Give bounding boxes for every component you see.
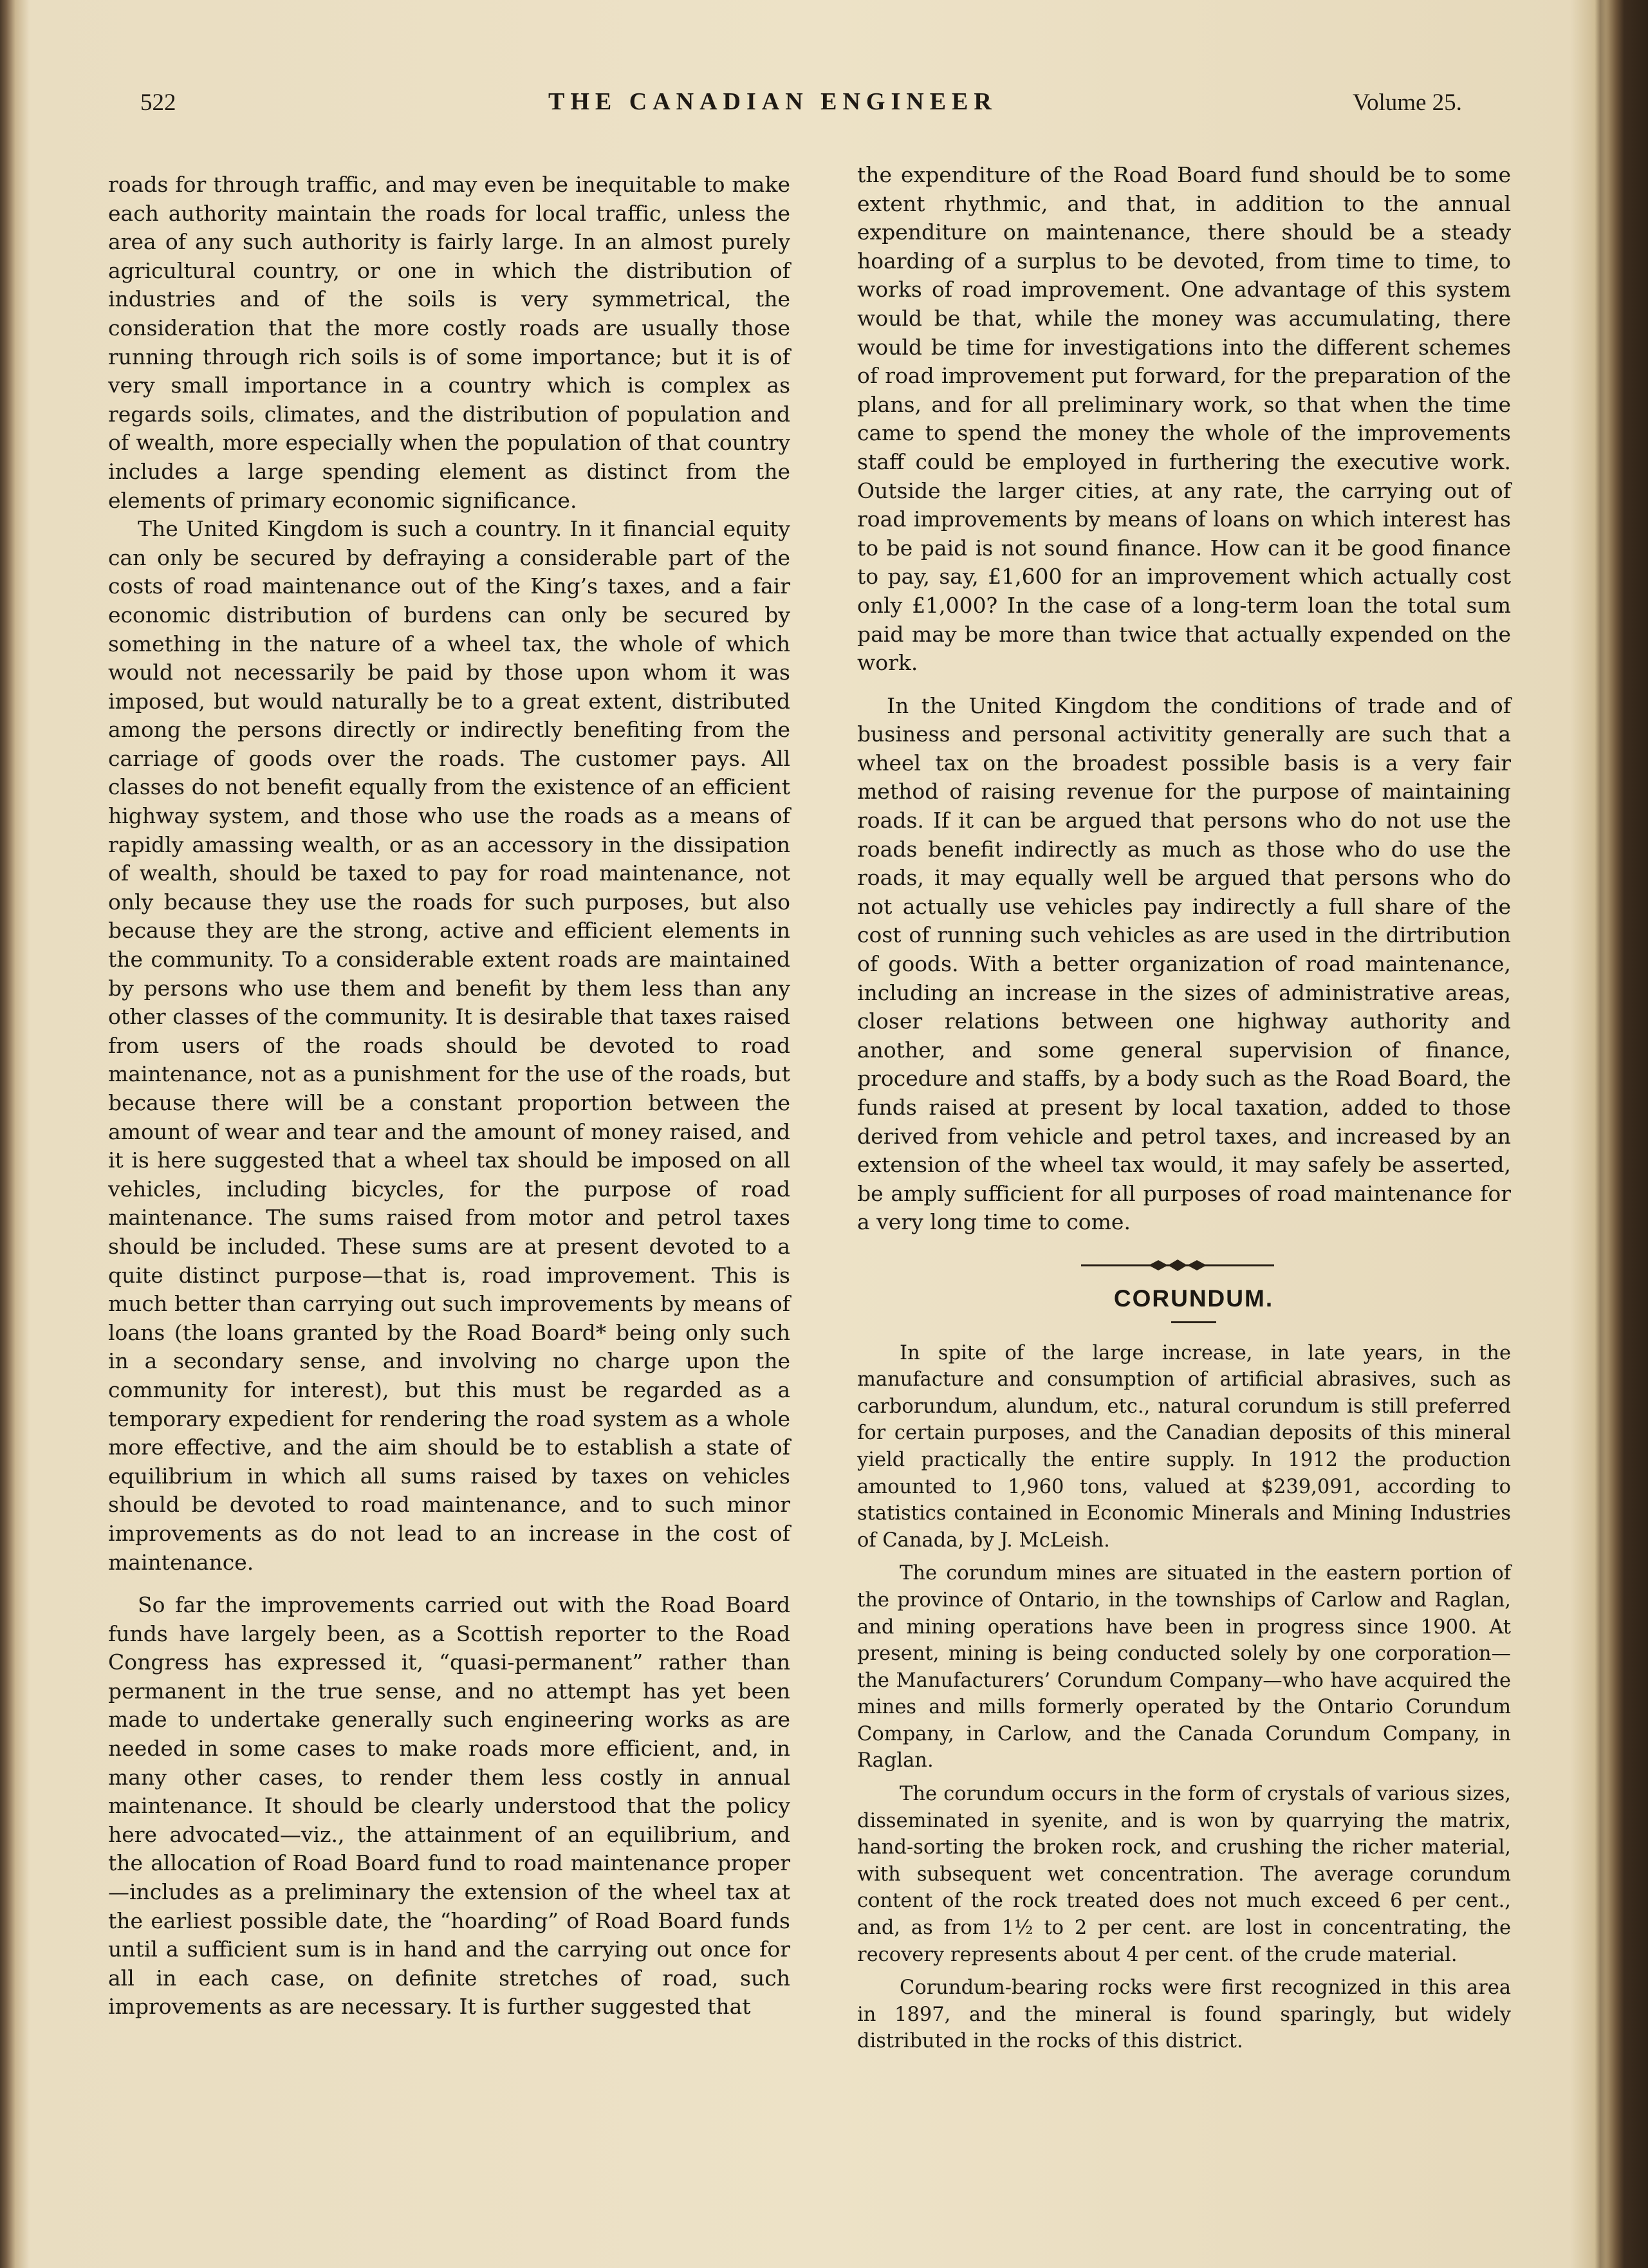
paragraph: So far the improvements carried out with the Road Board funds have largely been, as a Scottish reporter to the Road Congress has expressed it, “quasi-permanent” rather than permanent in the true sense, and no attempt has yet been made to undertake generally such engineering works as are needed in some cases to make roads more efficient, and, in many other cases, to render them less costly in annual maintenance. It should be clearly understood that the policy here advocated—viz., the attainment of an equilibrium, and the allocation of Road Board fund to road maintenance proper—includes as a preliminary the extension of the wheel tax at the earliest possible date, the “hoarding” of Road Board funds until a sufficient sum is in hand and the carrying out once for all in each case, on definite stretches of road, such improvements as are necessary. It is further suggested that <box>108 1592 790 2020</box>
right-column <box>857 161 1511 2055</box>
paragraph: In spite of the large increase, in late years, in the manufacture and consumption of artificial abrasives, such as carborundum, alundum, etc., natural corundum is still preferred for certain purposes, and the Canadian deposits of this mineral yield practically the entire supply. In 1912 the production amounted to 1,960 tons, valued at $239,091, according to statistics contained in Economic Minerals and Mining Industries of Canada, by J. McLeish. <box>857 1341 1511 1552</box>
paragraph: the expenditure of the Road Board fund should be to some extent rhythmic, and that, in addition to the annual expenditure on maintenance, there should be a steady hoarding of a surplus to be devoted, from time to time, to works of road improvement. One advantage of this system would be that, while the money was accumulating, there would be time for investigations into the different schemes of road improvement put forward, for the preparation of the plans, and for all preliminary work, so that when the time came to spend the money the whole of the improvements staff could be employed in furthering the executive work. Outside the larger cities, at any rate, the carrying out of road improvements by means of loans on which interest has to be paid is not sound finance. How can it be good finance to pay, say, £1,600 for an improvement which actually cost only £1,000? In the case of a long-term loan the total sum paid may be more than twice that actually expended on the work. <box>857 162 1511 676</box>
paragraph: In the United Kingdom the conditions of trade and of business and personal activitity generally are such that a wheel tax on the broadest possible basis is a very fair method of raising revenue for the purpose of maintaining roads. If it can be argued that persons who do not use the roads benefit indirectly as much as those who do use the roads, it may equally well be argued that persons who do not actually use vehicles pay indirectly a full share of the cost of running such vehicles as are used in the dirtribution of goods. With a better organization of road maintenance, including an increase in the sizes of administrative areas, closer relations between one highway authority and another, and some general supervision of finance, procedure and staffs, by a body such as the Road Board, the funds raised at present by local taxation, added to those derived from vehicle and petrol taxes, and increased by an extension of the wheel tax would, it may safely be asserted, be amply sufficient for all purposes of road maintenance for a very long time to come. <box>857 692 1511 1235</box>
paragraph-gap <box>857 1554 1511 1560</box>
paragraph-gap <box>857 678 1511 692</box>
paragraph-gap <box>108 1577 790 1591</box>
paragraph: The corundum mines are situated in the eastern portion of the province of Ontario, in the townships of Carlow and Raglan, and mining operations have been in progress since 1900. At present, mining is being conducted solely by one corporation—the Manufacturers’ Corundum Company—who have acquired the mines and mills formerly operated by the Ontario Corundum Company, in Carlow, and the Canada Corundum Company, in Raglan. <box>857 1562 1511 1772</box>
ornament-divider-icon <box>1081 1256 1274 1274</box>
running-header <box>0 89 1648 127</box>
page-edge-shadow <box>1595 0 1606 2268</box>
journal-title: THE CANADIAN ENGINEER <box>548 88 997 115</box>
title-rule <box>1171 1321 1216 1323</box>
section-ornament <box>857 1256 1511 1276</box>
paragraph-gap <box>857 1968 1511 1975</box>
paragraph: roads for through traffic, and may even be inequitable to make each authority maintain the roads for local traffic, unless the area of any such authority is fairly large. In an almost purely agricultural country, or one in which the distribution of industries and of the soils is very symmetrical, the consideration that the more costly roads are usually those running through rich soils is of some importance; but it is of very small importance in a country which is complex as regards soils, climates, and the distribution of population and of wealth, more especially when the population of that country includes a large spending element as distinct from the elements of primary economic significance. <box>108 172 790 513</box>
page-number: 522 <box>140 89 176 116</box>
paragraph: The corundum occurs in the form of crystals of various sizes, disseminated in syenite, and is won by quarrying the matrix, hand-sorting the broken rock, and crushing the richer material, with subsequent wet concentration. The average corundum content of the rock treated does not much exceed 6 per cent., and, as from 1½ to 2 per cent. are lost in concentrating, the recovery represents about 4 per cent. of the crude material. <box>857 1783 1511 1966</box>
paragraph: The United Kingdom is such a country. In it financial equity can only be secured by defraying a considerable part of the costs of road maintenance out of the King’s taxes, and a fair economic distribution of burdens can only be secured by something in the nature of a wheel tax, the whole of which would not necessarily be paid by those upon whom it was imposed, but would naturally be to a great extent, distributed among the persons directly or indirectly benefiting from the carriage of goods over the roads. The customer pays. All classes do not benefit equally from the existence of an efficient highway system, and those who use the roads as a means of rapidly amassing wealth, or as an accessory in the dissipation of wealth, should be taxed to pay for road maintenance, not only because they use the roads for such purposes, but also because they are the strong, active and efficient elements in the community. To a considerable extent roads are maintained by persons who use them and benefit by them less than any other classes of the community. It is desirable that taxes raised from users of the roads should be devoted to road maintenance, not as a punishment for the use of the roads, but because there will be a constant proportion between the amount of wear and tear and the amount of money raised, and it is here suggested that a wheel tax should be imposed on all vehicles, including bicycles, for the purpose of road maintenance. The sums raised from motor and petrol taxes should be included. These sums are at present devoted to a quite distinct purpose—that is, road improvement. This is much better than carrying out such improvements by means of loans (the loans granted by the Road Board* being only such in a secondary sense, and involving no charge upon the community for interest), but this must be regarded as a temporary expedient for rendering the road system as a whole more effective, and the aim should be to establish a state of equilibrium in which all sums raised by taxes on vehicles should be devoted to road maintenance, and to such minor improvements as do not lead to an increase in the cost of maintenance. <box>108 516 790 1575</box>
left-column <box>108 171 790 2022</box>
paragraph: Corundum-bearing rocks were first recognized in this area in 1897, and the mineral is found sparingly, but widely distributed in the rocks of this district. <box>857 1976 1511 2053</box>
volume-label: Volume 25. <box>1353 89 1462 116</box>
article-title: CORUNDUM. <box>1113 1285 1274 1312</box>
article-body <box>857 1340 1511 2055</box>
paragraph-gap <box>857 1774 1511 1781</box>
